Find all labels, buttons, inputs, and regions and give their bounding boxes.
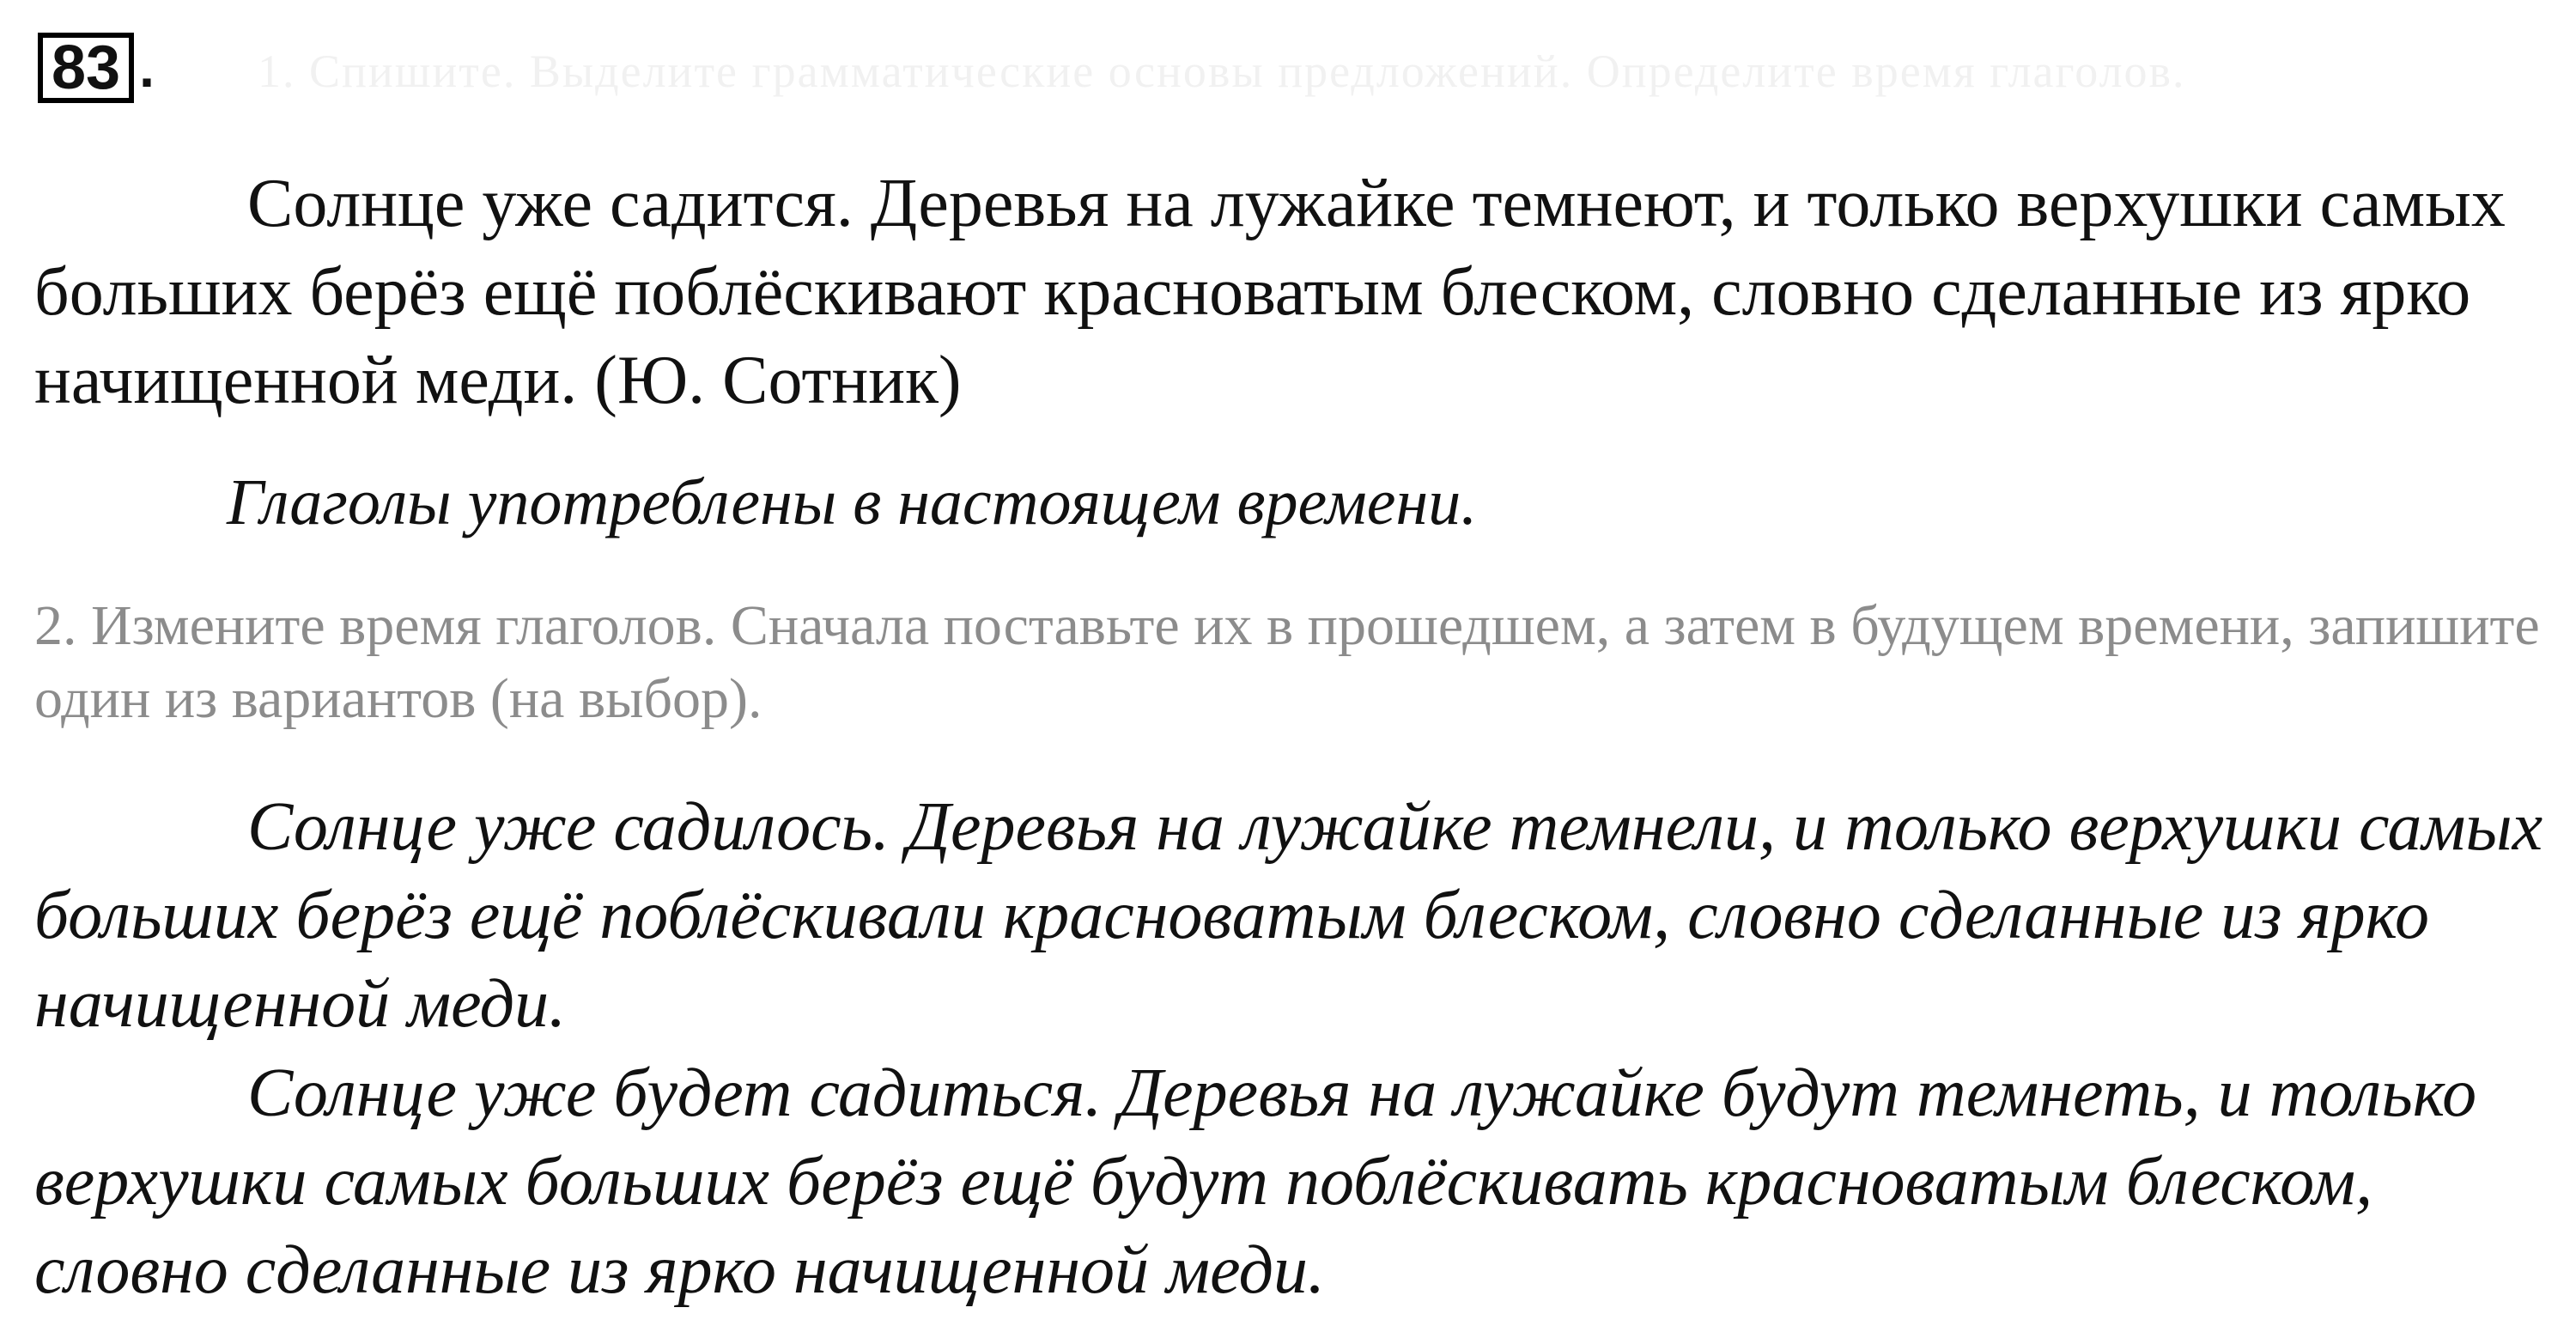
exercise-number (38, 34, 155, 101)
answer-past-tense: Солнце уже садилось. Деревья на лужайке темнели, и только верхушки самых больших берёз ещё поблёскивали красноватым блеском, словно сделанные из ярко начищенной меди. (34, 789, 2543, 1042)
faded-task-heading: 1. Спишите. Выделите грамматические основы предложений. Определите время глаголов. (258, 46, 2186, 97)
source-text: Солнце уже садится. Деревья на лужайке темнеют, и только верхушки самых больших берёз ещё поблёскивают красноватым блеском, словно сделанные из ярко начищенной меди. (Ю. Сотник) (34, 166, 2506, 418)
task-instruction: 2. Измените время глаголов. Сначала поставьте их в прошедшем, а затем в будущем времени, запишите один из вариантов (на выбор). (34, 594, 2540, 730)
answer-future-tense: Солнце уже будет садиться. Деревья на лужайке будут темнеть, и только верхушки самых больших берёз ещё будут поблёскивать красноватым блеском, словно сделанные из ярко начищенной меди. (34, 1055, 2477, 1308)
exercise-number-dot: . (139, 37, 155, 99)
tense-note: Глаголы употреблены в настоящем времени. (227, 466, 1478, 538)
exercise-number-box: 83 (38, 33, 134, 103)
